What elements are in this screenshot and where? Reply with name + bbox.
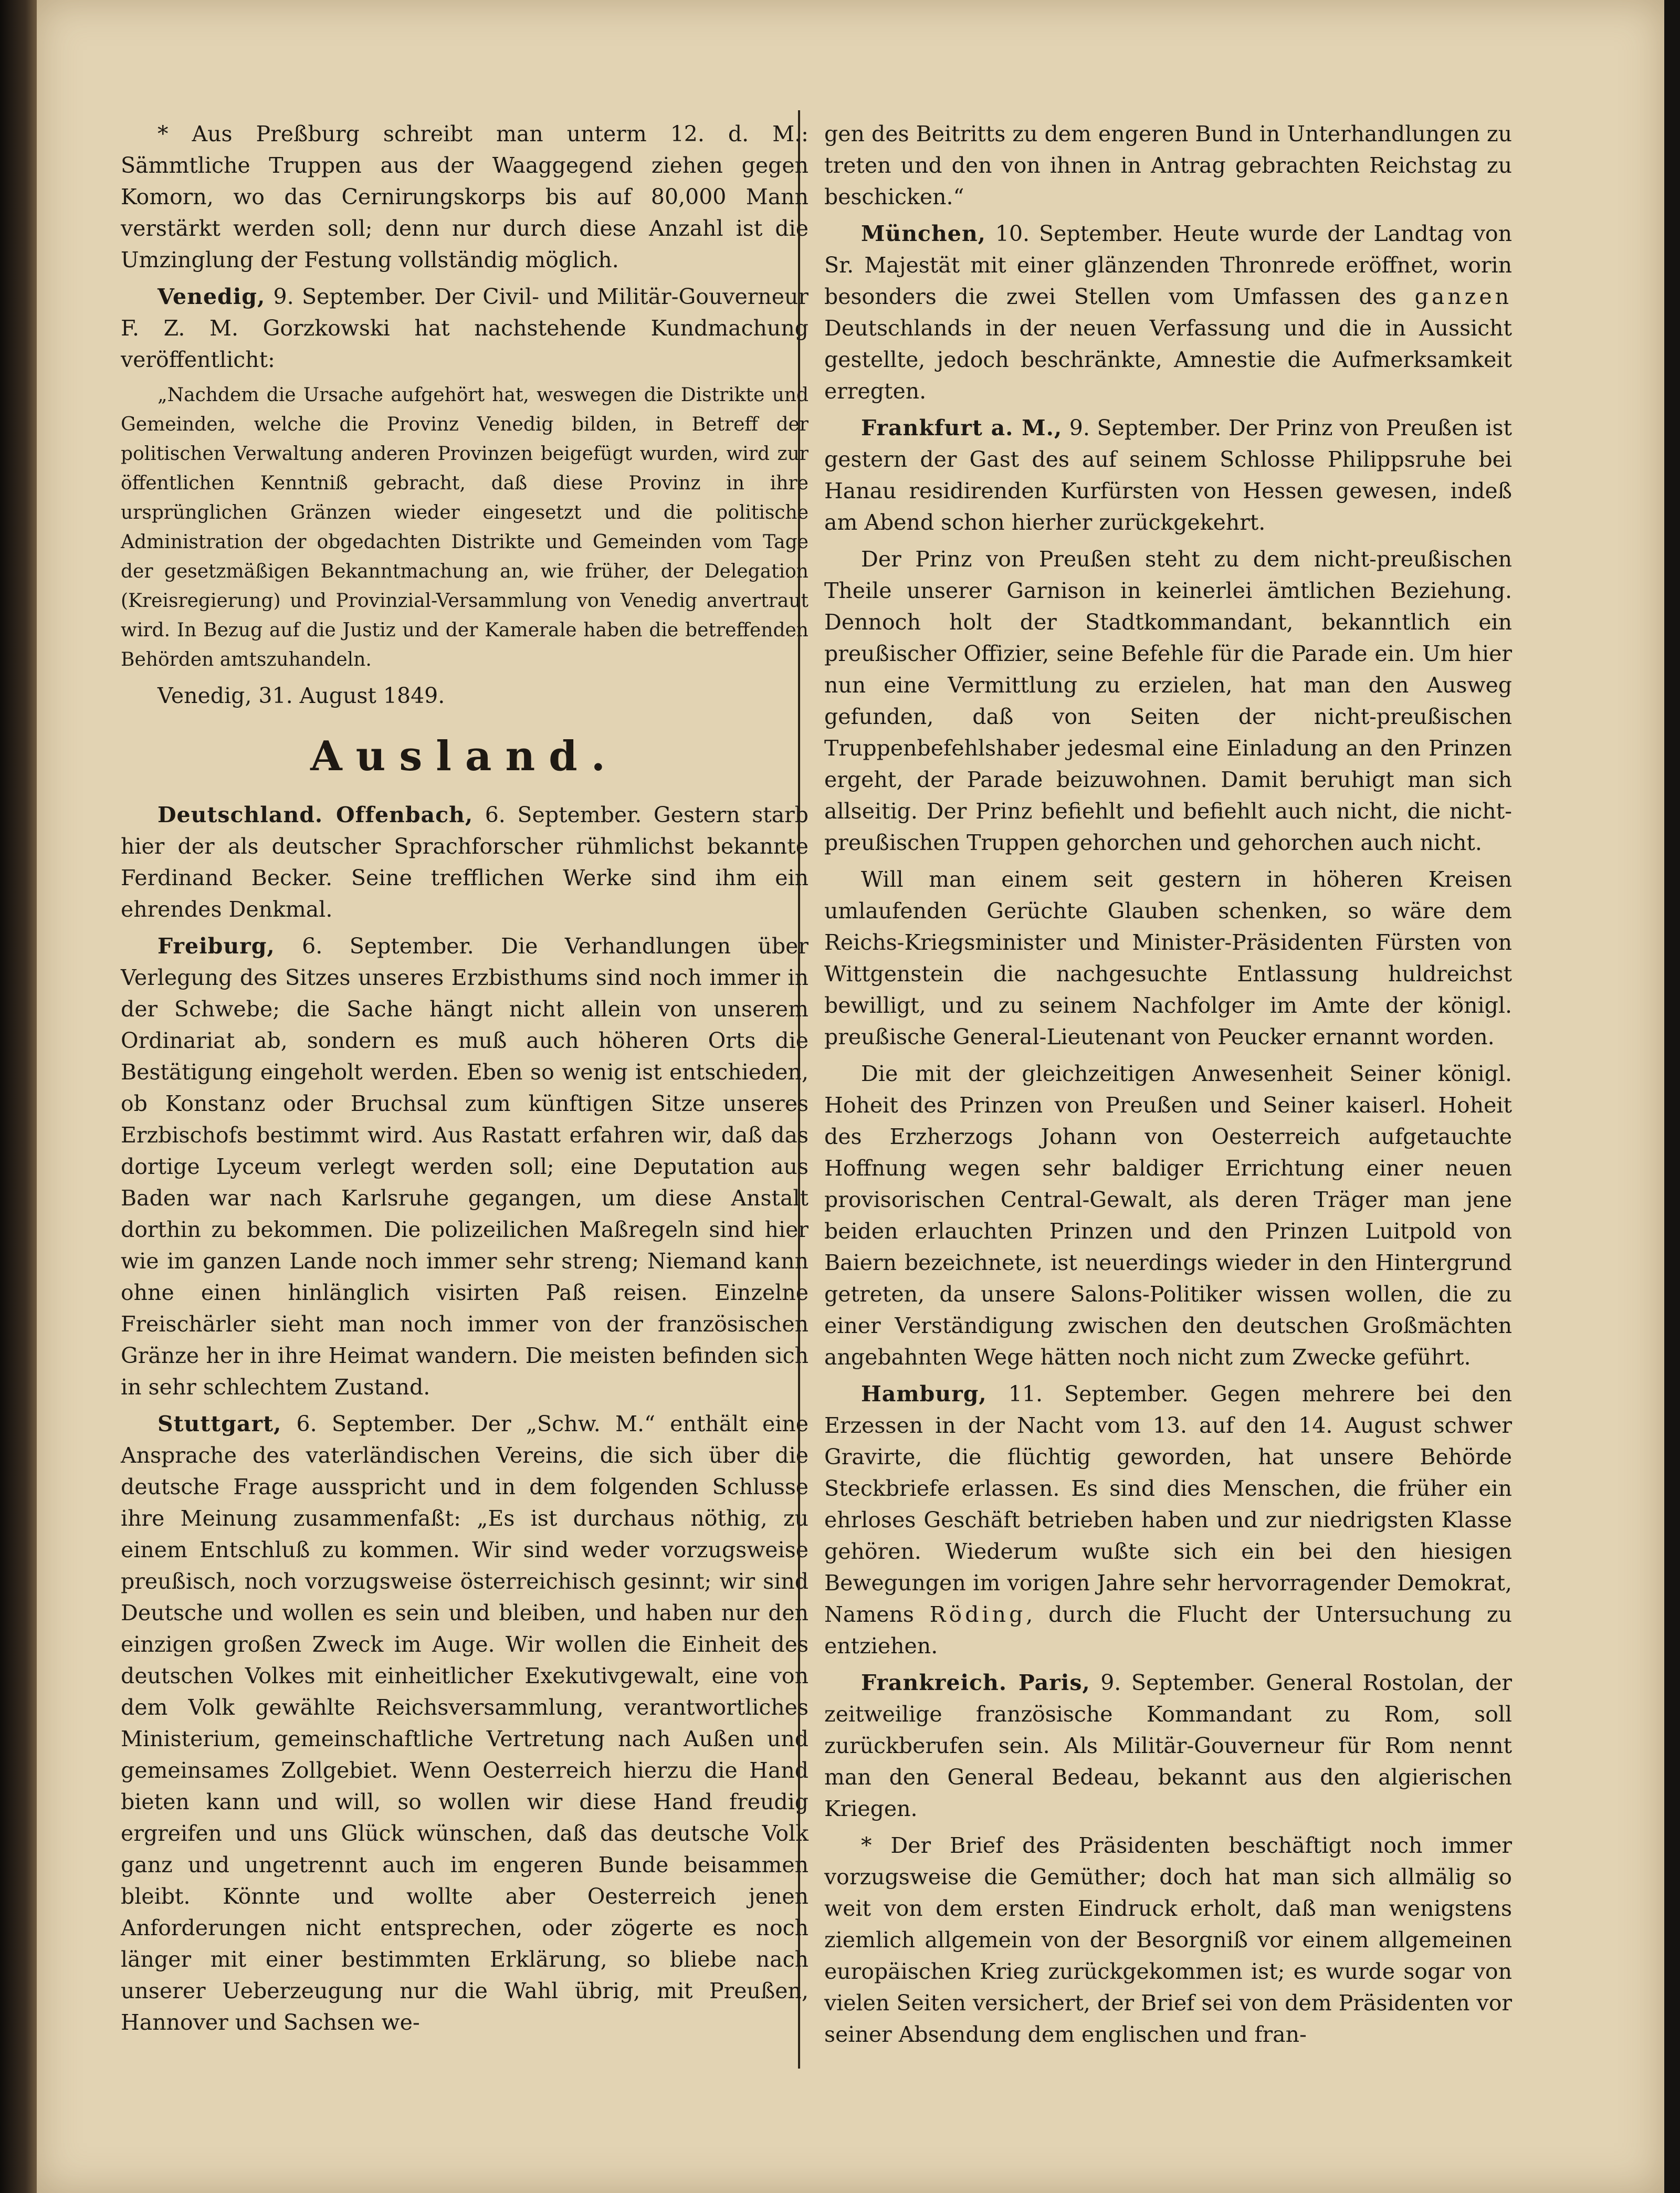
kundmachung-date: Venedig, 31. August 1849. <box>158 683 445 708</box>
paris-paragraph: Frankreich. Paris, 9. September. General Rostolan, der zeitweilige französische Kommandant zu Rom, soll zurückberufen sein. Als Militär-Gouverneur für Rom nennt man den General Bedeau, bekannt aus den algierischen Kriegen. <box>824 1670 1512 1821</box>
frankfurt-paragraph-4: Die mit der gleichzeitigen Anwesenheit Seiner königl. Hoheit des Prinzen von Preußen und Seiner kaiserl. Hoheit des Erzherzogs Johann von Oesterreich aufgetauchte Hoffnung wegen sehr baldiger Errichtung einer neuen provisorischen Central-Gewalt, als deren Träger man jene beiden erlauchten Prinzen und den Prinzen Luitpold von Baiern bezeichnete, ist neuerdings wieder in den Hintergrund getreten, da unsere Salons-Politiker wissen wollen, die zu einer Verständigung zwischen den deutschen Großmächten angebahnten Wege hätten noch nicht zum Zwecke geführt. <box>824 1061 1512 1370</box>
stuttgart-dateline: Stuttgart, <box>158 1411 282 1436</box>
right-column <box>824 118 1512 2055</box>
kundmachung-quote: „Nachdem die Ursache aufgehört hat, weswegen die Distrikte und Gemeinden, welche die Provinz Venedig bilden, in Betreff der politischen Verwaltung anderen Provinzen beigefügt wurden, wird zur öffentlichen Kenntniß gebracht, daß diese Provinz in ihre ursprünglichen Gränzen wieder eingesetzt und die politische Administration der obgedachten Distrikte und Gemeinden vom Tage der gesetzmäßigen Bekanntmachung an, wie früher, der Delegation (Kreisregierung) und Provinzial-Versammlung von Venedig anvertraut wird. In Bezug auf die Justiz und der Kamerale haben die betreffenden Behörden amtszuhandeln. <box>121 384 808 670</box>
stuttgart-continuation: gen des Beitritts zu dem engeren Bund in Unterhandlungen zu treten und den von ihnen in Antrag gebrachten Reichstag zu beschicken.“ <box>824 121 1512 209</box>
frankfurt-paragraph-2: Der Prinz von Preußen steht zu dem nicht-preußischen Theile unserer Garnison in keinerlei ämtlichen Beziehung. Dennoch holt der Stadtkommandant, bekanntlich ein preußischer Offizier, seine Befehle für die Parade ein. Um hier nun eine Vermittlung zu erzielen, hat man den Ausweg gefunden, daß von Seiten der nicht-preußischen Truppenbefehlshaber jedesmal eine Einladung an den Prinzen ergeht, der Parade beizuwohnen. Damit beruhigt man sich allseitig. Der Prinz befiehlt und befiehlt auch nicht, die nicht-preußischen Truppen gehorchen und gehorchen auch nicht. <box>824 547 1512 855</box>
stuttgart-paragraph: Stuttgart, 6. September. Der „Schw. M.“ enthält eine Ansprache des vaterländischen Vereins, die sich über die deutsche Frage ausspricht und in dem folgenden Schlusse ihre Meinung zusammenfaßt: „Es ist durchaus nöthig, zu einem Entschluß zu kommen. Wir sind weder vorzugsweise preußisch, noch vorzugsweise österreichisch gesinnt; wir sind Deutsche und wollen es sein und bleiben, und haben nur den einzigen großen Zweck im Auge. Wir wollen die Einheit des deutschen Volkes mit einheitlicher Exekutivgewalt, eine von dem Volk gewählte Reichsversammlung, verantwortliches Ministerium, gemeinschaftliche Vertretung nach Außen und gemeinsames Zollgebiet. Wenn Oesterreich hierzu die Hand bieten kann und will, so wollen wir diese Hand freudig ergreifen und uns Glück wünschen, daß das deutsche Volk ganz und ungetrennt auch im engeren Bunde beisammen bleibt. Könnte und wollte aber Oesterreich jenen Anforderungen nicht entsprechen, oder zögerte es noch länger mit einer bestimmten Erklärung, so bliebe nach unserer Ueberzeugung nur die Wahl übrig, mit Preußen, Hannover und Sachsen we- <box>121 1411 808 2035</box>
pressburg-paragraph: * Aus Preßburg schreibt man unterm 12. d. M.: Sämmtliche Truppen aus der Waaggegend ziehen gegen Komorn, wo das Cernirungskorps bis auf 80,000 Mann verstärkt werden soll; denn nur durch diese Anzahl ist die Umzinglung der Festung vollständig möglich. <box>121 121 808 272</box>
freiburg-paragraph: Freiburg, 6. September. Die Verhandlungen über Verlegung des Sitzes unseres Erzbisthums sind noch immer in der Schwebe; die Sache hängt nicht allein von unserem Ordinariat ab, sondern es muß auch höheren Orts die Bestätigung eingeholt werden. Eben so wenig ist entschieden, ob Konstanz oder Bruchsal zum künftigen Sitze unseres Erzbischofs bestimmt wird. Aus Rastatt erfahren wir, daß das dortige Lyceum verlegt werden soll; eine Deputation aus Baden war nach Karlsruhe gegangen, um diese Anstalt dorthin zu bekommen. Die polizeilichen Maßregeln sind hier wie im ganzen Lande noch immer sehr streng; Niemand kann ohne einen hinlänglich visirten Paß reisen. Einzelne Freischärler sieht man noch immer von der französischen Gränze her in ihre Heimat wandern. Die meisten befinden sich in sehr schlechtem Zustand. <box>121 933 808 1400</box>
hamburg-paragraph: Hamburg, 11. September. Gegen mehrere bei den Erzessen in der Nacht vom 13. auf den 14. August schwer Gravirte, die flüchtig geworden, hat unsere Behörde Steckbriefe erlassen. Es sind dies Menschen, die früher ein ehrloses Geschäft betrieben haben und zur niedrigsten Klasse gehören. Wiederum wußte sich ein bei den hiesigen Bewegungen im vorigen Jahre sehr hervorragender Demokrat, Namens Röding, durch die Flucht der Untersuchung zu entziehen. <box>824 1381 1512 1659</box>
offenbach-paragraph: Deutschland. Offenbach, 6. September. Gestern starb hier der als deutscher Sprachforscher rühmlichst bekannte Ferdinand Becker. Seine trefflichen Werke sind ihm ein ehrendes Denkmal. <box>121 802 808 922</box>
freiburg-dateline: Freiburg, <box>158 933 275 959</box>
muenchen-dateline: München, <box>861 221 986 246</box>
left-column <box>121 118 808 2043</box>
venedig-dateline: Venedig, <box>158 284 266 309</box>
frankfurt-dateline: Frankfurt a. M., <box>861 415 1063 440</box>
frankfurt-paragraph: Frankfurt a. M., 9. September. Der Prinz von Preußen ist gestern der Gast des auf seinem Schlosse Philippsruhe bei Hanau residirenden Kurfürsten von Hessen gewesen, indeß am Abend schon hierher zurückgekehrt. <box>824 415 1512 535</box>
offenbach-dateline: Deutschland. Offenbach, <box>158 802 474 827</box>
paris-paragraph-2: * Der Brief des Präsidenten beschäftigt noch immer vorzugsweise die Gemüther; doch hat man sich allmälig so weit von dem ersten Eindruck erholt, daß man wenigstens ziemlich allgemein von der Besorgniß vor einem allgemeinen europäischen Krieg zurückgekommen ist; es wurde sogar von vielen Seiten versichert, der Brief sei von dem Präsidenten vor seiner Absendung dem englischen und fran- <box>824 1833 1512 2047</box>
paris-dateline: Frankreich. Paris, <box>861 1670 1090 1695</box>
page-edge-shadow <box>0 0 37 2193</box>
hamburg-dateline: Hamburg, <box>861 1381 987 1407</box>
muenchen-paragraph: München, 10. September. Heute wurde der Landtag von Sr. Majestät mit einer glänzenden Thronrede eröffnet, worin besonders die zwei Stellen vom Umfassen des ganzen Deutschlands in der neuen Verfassung und die in Aussicht gestellte, jedoch beschränkte, Amnestie die Aufmerksamkeit erregten. <box>824 221 1512 404</box>
venedig-paragraph: Venedig, 9. September. Der Civil- und Militär-Gouverneur F. Z. M. Gorzkowski hat nachstehende Kundmachung veröffentlicht: <box>121 284 808 372</box>
section-heading-ausland: Ausland. <box>310 732 619 780</box>
frankfurt-paragraph-3: Will man einem seit gestern in höheren Kreisen umlaufenden Gerüchte Glauben schenken, so wäre dem Reichs-Kriegsminister und Minister-Präsidenten Fürsten von Wittgenstein die nachgesuchte Entlassung huldreichst bewilligt, und zu seinem Nachfolger im Amte der königl. preußische General-Lieutenant von Peucker ernannt worden. <box>824 867 1512 1050</box>
